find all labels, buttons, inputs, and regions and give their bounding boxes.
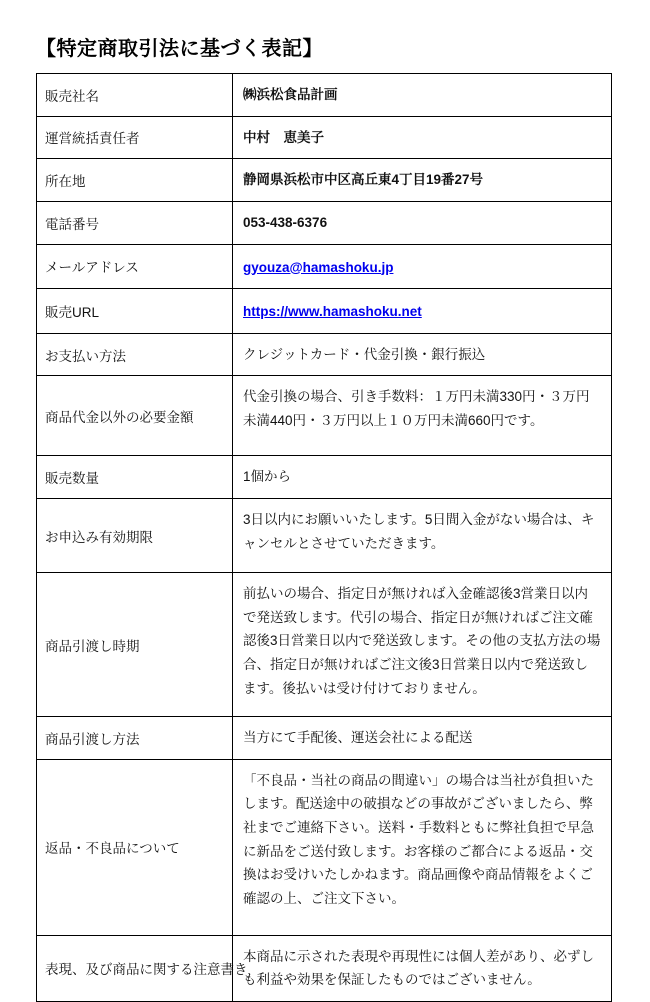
seller-name-value: ㈱浜松食品計画 — [233, 74, 612, 117]
page-title: 【特定商取引法に基づく表記】 — [36, 38, 323, 60]
table-row — [37, 935, 612, 1001]
email-cell — [233, 244, 612, 289]
sales-url-link[interactable]: https://www.hamashoku.net — [243, 304, 422, 320]
sales-quantity-value: 1個から — [233, 456, 612, 499]
table-row — [37, 333, 612, 376]
sales-url-cell — [233, 289, 612, 334]
address-value: 静岡県浜松市中区高丘東4丁目19番27号 — [233, 159, 612, 202]
row-label: メールアドレス — [37, 244, 233, 289]
email-link[interactable]: gyouza@hamashoku.jp — [243, 259, 394, 275]
row-label: 運営統括責任者 — [37, 116, 233, 159]
delivery-time-value: 前払いの場合、指定日が無ければ入金確認後3営業日以内で発送致します。代引の場合、指定日が無ければご注文確認後3日営業日以内で発送致します。その他の支払方法の場合、指定日が無ければご注文後3日営業日以内で発送致します。後払いは受け付けておりません。 — [233, 573, 612, 717]
row-label: 商品引渡し方法 — [37, 717, 233, 760]
manager-name-value: 中村 恵美子 — [233, 116, 612, 159]
disclaimer-value: 本商品に示された表現や再現性には個人差があり、必ずしも利益や効果を保証したものではございません。 — [233, 935, 612, 1001]
row-label: 販売数量 — [37, 456, 233, 499]
row-label: 電話番号 — [37, 201, 233, 244]
row-label: 商品引渡し時期 — [37, 573, 233, 717]
row-label — [37, 935, 248, 1001]
phone-number-value: 053-438-6376 — [233, 201, 612, 244]
row-label: 商品代金以外の必要金額 — [37, 376, 233, 456]
table-row — [37, 573, 612, 717]
returns-policy-value: 「不良品・当社の商品の間違い」の場合は当社が負担いたします。配送途中の破損などの事故がございましたら、弊社までご連絡下さい。送料・手数料ともに弊社負担で早急に新品をご送付致します。お客様のご都合による返品・交換はお受けいたしかねます。商品画像や商品情報をよくご確認の上、ご注文下さい。 — [233, 759, 612, 935]
table-row — [37, 244, 612, 289]
table-row — [37, 456, 612, 499]
delivery-method-value: 当方にて手配後、運送会社による配送 — [233, 717, 612, 760]
application-deadline-value: 3日以内にお願いいたします。5日間入金がない場合は、キャンセルとさせていただきます。 — [233, 499, 612, 573]
row-label: 返品・不良品について — [37, 759, 233, 935]
extra-fees-value: 代金引換の場合、引き手数料：１万円未満330円・３万円未満440円・３万円以上１０万円未満660円です。 — [233, 376, 612, 456]
table-row — [37, 201, 612, 244]
row-label: 販売URL — [37, 289, 233, 334]
table-row — [37, 717, 612, 760]
row-label: お申込み有効期限 — [37, 499, 233, 573]
table-row — [37, 289, 612, 334]
row-label: 販売社名 — [37, 74, 233, 117]
sct-law-table — [36, 73, 612, 1002]
table-row — [37, 74, 612, 117]
table-row — [37, 499, 612, 573]
table-row — [37, 159, 612, 202]
table-row — [37, 116, 612, 159]
disclaimer-label: 表現、及び商品に関する注意書き — [45, 962, 248, 978]
table-row — [37, 759, 612, 935]
row-label: お支払い方法 — [37, 333, 233, 376]
row-label: 所在地 — [37, 159, 233, 202]
payment-method-value: クレジットカード・代金引換・銀行振込 — [233, 333, 612, 376]
table-row — [37, 376, 612, 456]
